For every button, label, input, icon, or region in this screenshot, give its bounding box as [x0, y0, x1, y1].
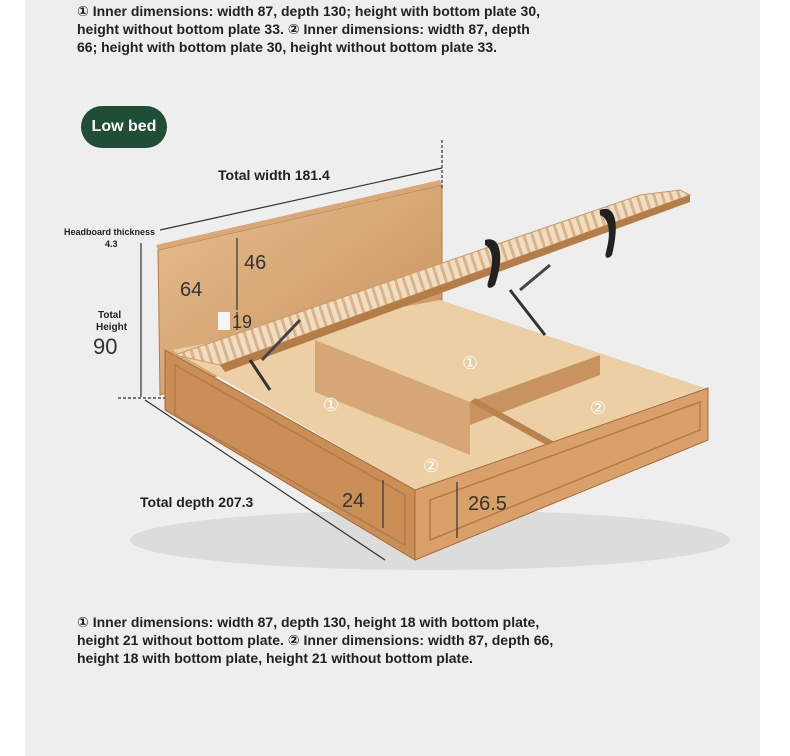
total-height-value: 90 — [93, 334, 118, 359]
headboard-panel-value: 46 — [244, 252, 267, 274]
headboard-height-value: 64 — [180, 279, 203, 301]
compartment-1-right: ① — [462, 353, 479, 374]
bottom-dimensions-note: ① Inner dimensions: width 87, depth 130, height 18 with bottom plate, height 21 without bottom plate. ② Inner dimensions: width 87, depth 66, height 18 with bottom plate, height 21 without bottom plate. — [77, 614, 554, 666]
compartment-2-left: ② — [423, 456, 440, 477]
top-dimensions-note: ① Inner dimensions: width 87, depth 130; height with bottom plate 30, height without bottom plate 33. ② Inner dimensions: width 87, depth 66; height with bottom plate 30, height without bottom plate 33. — [77, 3, 541, 55]
gap-value: 19 — [232, 312, 253, 332]
front-height-value: 26.5 — [468, 493, 507, 515]
low-bed-badge: Low bed — [81, 106, 167, 148]
headboard-thickness-value: 4.3 — [105, 239, 118, 249]
total-depth-label: Total depth 207.3 — [140, 494, 254, 510]
compartment-2-right: ② — [590, 398, 607, 419]
gas-strut-right-arm — [520, 265, 550, 290]
total-width-label: Total width 181.4 — [218, 167, 330, 183]
compartment-1-left: ① — [323, 395, 340, 416]
gap-marker — [218, 312, 230, 330]
headboard-thickness-label: Headboard thickness — [64, 227, 156, 237]
total-height-label-2: Height — [96, 322, 128, 333]
total-height-label-1: Total — [98, 310, 122, 321]
side-height-value: 24 — [342, 490, 365, 512]
